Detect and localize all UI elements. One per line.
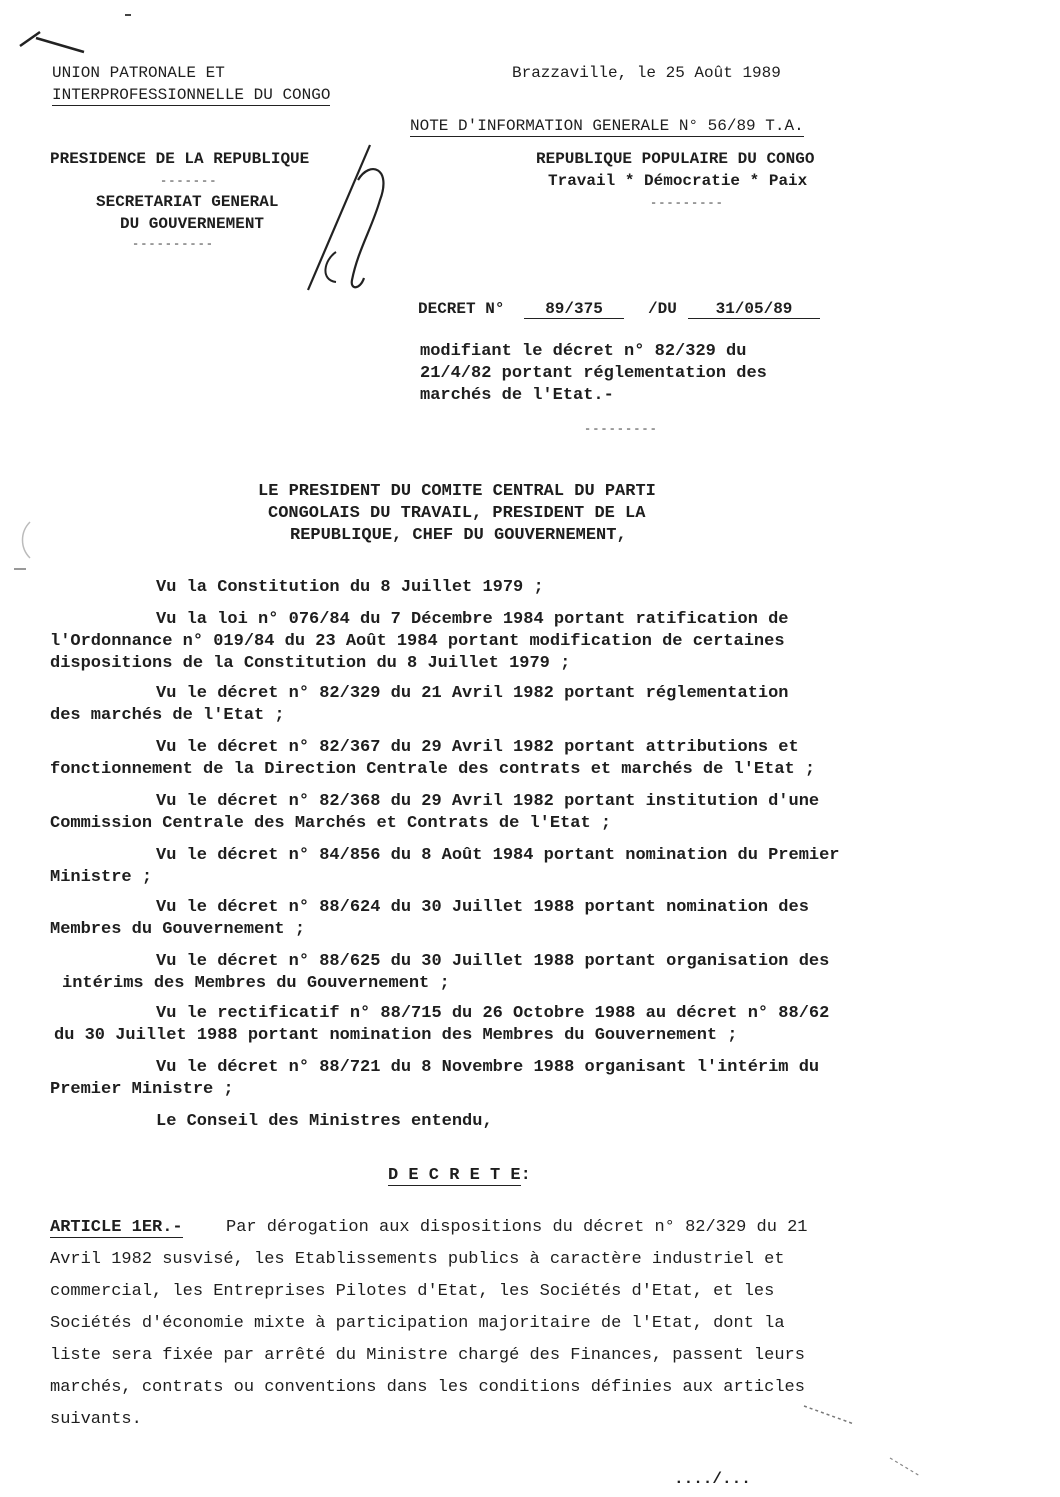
visa-line: intérims des Membres du Gouvernement ; <box>62 974 450 993</box>
presidence-title: PRESIDENCE DE LA REPUBLIQUE <box>50 150 310 168</box>
scan-corner-mark <box>18 28 88 58</box>
secretariat-line-1: SECRETARIAT GENERAL <box>96 193 279 211</box>
decrete-colon: : <box>520 1166 531 1185</box>
secretariat-line-2: DU GOUVERNEMENT <box>120 215 265 233</box>
article-1-line: Par dérogation aux dispositions du décret n° 82/329 du 21 <box>226 1218 808 1237</box>
visa-line: Vu la loi n° 076/84 du 7 Décembre 1984 portant ratification de <box>156 610 789 629</box>
decree-du: /DU <box>648 300 677 318</box>
article-1-line: suivants. <box>50 1410 142 1429</box>
visa-line: Vu le décret n° 88/625 du 30 Juillet 1988 portant organisation des <box>156 952 830 971</box>
visa-line: Premier Ministre ; <box>50 1080 234 1099</box>
visa-line: des marchés de l'Etat ; <box>50 706 285 725</box>
scan-stroke-mark <box>800 1400 860 1430</box>
visa-line: Vu le décret n° 82/367 du 29 Avril 1982 portant attributions et <box>156 738 799 757</box>
visa-line: Vu le décret n° 84/856 du 8 Août 1984 portant nomination du Premier <box>156 846 840 865</box>
article-1-line: marchés, contrats ou conventions dans les conditions définies aux articles <box>50 1378 805 1397</box>
article-1-line: liste sera fixée par arrêté du Ministre chargé des Finances, passent leurs <box>50 1346 805 1365</box>
separator: --------- <box>584 422 658 436</box>
visa-line: Vu le décret n° 82/368 du 29 Avril 1982 portant institution d'une <box>156 792 820 811</box>
visa-line: dispositions de la Constitution du 8 Juillet 1979 ; <box>50 654 571 673</box>
visa-line: fonctionnement de la Direction Centrale des contrats et marchés de l'Etat ; <box>50 760 816 779</box>
union-line-1: UNION PATRONALE ET <box>52 64 225 82</box>
article-1-label: ARTICLE 1ER.- <box>50 1218 183 1237</box>
visa-line: Commission Centrale des Marchés et Contrats de l'Etat ; <box>50 814 612 833</box>
visa-line: du 30 Juillet 1988 portant nomination des Membres du Gouvernement ; <box>54 1026 738 1045</box>
visa-line: Ministre ; <box>50 868 153 887</box>
handwritten-initials <box>300 140 410 300</box>
scan-speck <box>125 14 131 16</box>
decree-label: DECRET N° <box>418 300 505 318</box>
separator: ---------- <box>132 237 215 251</box>
president-title-line: REPUBLIQUE, CHEF DU GOUVERNEMENT, <box>290 526 627 545</box>
visa-line: Membres du Gouvernement ; <box>50 920 306 939</box>
article-1-line: commercial, les Entreprises Pilotes d'Etat, les Sociétés d'Etat, et les <box>50 1282 775 1301</box>
separator: --------- <box>650 196 724 210</box>
page-edge-mark <box>18 520 32 560</box>
scan-stroke-mark <box>886 1452 926 1482</box>
republique-motto: Travail * Démocratie * Paix <box>548 172 808 190</box>
visa-line: Vu le décret n° 88/721 du 8 Novembre 1988 organisant l'intérim du <box>156 1058 820 1077</box>
decree-date: 31/05/89 <box>688 300 820 319</box>
union-line-2: INTERPROFESSIONNELLE DU CONGO <box>52 86 331 104</box>
decree-subject-line: modifiant le décret n° 82/329 du <box>420 342 747 361</box>
decree-subject-line: 21/4/82 portant réglementation des <box>420 364 767 383</box>
note-information: NOTE D'INFORMATION GENERALE N° 56/89 T.A. <box>410 117 804 135</box>
article-1-line: Avril 1982 susvisé, les Etablissements publics à caractère industriel et <box>50 1250 785 1269</box>
president-title-line: LE PRESIDENT DU COMITE CENTRAL DU PARTI <box>258 482 656 501</box>
republique-title: REPUBLIQUE POPULAIRE DU CONGO <box>536 150 815 168</box>
visa-line: Vu la Constitution du 8 Juillet 1979 ; <box>156 578 544 597</box>
visa-line: Le Conseil des Ministres entendu, <box>156 1112 493 1131</box>
article-1-line: Sociétés d'économie mixte à participation majoritaire de l'Etat, dont la <box>50 1314 785 1333</box>
visa-line: Vu le décret n° 88/624 du 30 Juillet 1988 portant nomination des <box>156 898 809 917</box>
visa-line: Vu le rectificatif n° 88/715 du 26 Octobre 1988 au décret n° 88/62 <box>156 1004 830 1023</box>
president-title-line: CONGOLAIS DU TRAVAIL, PRESIDENT DE LA <box>268 504 646 523</box>
place-date: Brazzaville, le 25 Août 1989 <box>512 64 781 82</box>
decrete-heading <box>388 1166 531 1185</box>
visa-line: l'Ordonnance n° 019/84 du 23 Août 1984 portant modification de certaines <box>50 632 785 651</box>
continuation-marker: ..../... <box>674 1470 751 1488</box>
page-edge-tick <box>14 568 26 570</box>
separator: ------- <box>160 174 218 188</box>
decree-number: 89/375 <box>524 300 624 319</box>
visa-line: Vu le décret n° 82/329 du 21 Avril 1982 portant réglementation <box>156 684 789 703</box>
decrete-word: D E C R E T E <box>388 1166 521 1185</box>
decree-subject-line: marchés de l'Etat.- <box>420 386 614 405</box>
